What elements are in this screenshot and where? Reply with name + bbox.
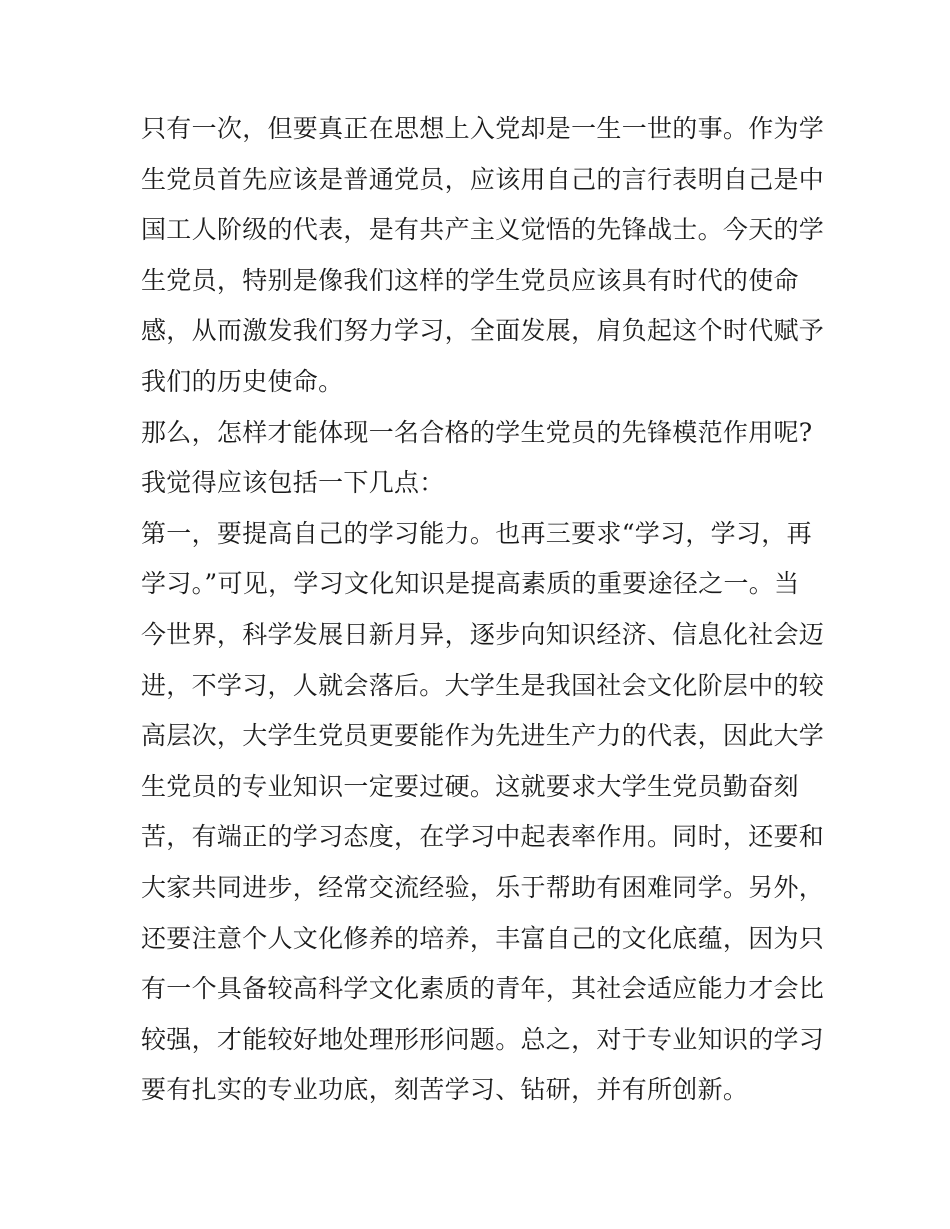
text-line-15: 苦，有端正的学习态度，在学习中起表率作用。同时，还要和 xyxy=(141,822,825,852)
text-line-1: 只有一次，但要真正在思想上入党却是一生一世的事。作为学 xyxy=(141,114,825,143)
text-line-4: 生党员，特别是像我们这样的学生党员应该具有时代的使命 xyxy=(141,265,799,295)
text-line-3: 国工人阶级的代表，是有共产主义觉悟的先锋战士。今天的学 xyxy=(141,215,825,245)
body-text xyxy=(141,104,825,1116)
text-line-7: 那么，怎样才能体现一名合格的学生党员的先锋模范作用呢? xyxy=(141,417,813,447)
text-line-19: 较强，才能较好地处理形形问题。总之，对于专业知识的学习 xyxy=(141,1024,825,1054)
text-line-20: 要有扎实的专业功底，刻苦学习、钻研，并有所创新。 xyxy=(141,1075,749,1105)
text-line-18: 有一个具备较高科学文化素质的青年，其社会适应能力才会比 xyxy=(141,974,825,1004)
text-line-10: 学习。”可见，学习文化知识是提高素质的重要途径之一。当 xyxy=(141,569,800,599)
text-line-11: 今世界，科学发展日新月异，逐步向知识经济、信息化社会迈 xyxy=(141,619,825,649)
text-line-2: 生党员首先应该是普通党员，应该用自己的言行表明自己是中 xyxy=(141,164,825,194)
text-line-16: 大家共同进步，经常交流经验，乐于帮助有困难同学。另外， xyxy=(141,872,825,902)
text-line-9: 第一，要提高自己的学习能力。也再三要求“学习，学习，再 xyxy=(141,518,812,548)
text-line-13: 高层次，大学生党员更要能作为先进生产力的代表，因此大学 xyxy=(141,721,825,751)
text-line-5: 感，从而激发我们努力学习，全面发展，肩负起这个时代赋予 xyxy=(141,316,825,346)
text-line-6: 我们的历史使命。 xyxy=(141,366,344,396)
text-line-17: 还要注意个人文化修养的培养，丰富自己的文化底蕴，因为只 xyxy=(141,923,825,953)
text-line-12: 进，不学习，人就会落后。大学生是我国社会文化阶层中的较 xyxy=(141,670,825,700)
text-line-8: 我觉得应该包括一下几点： xyxy=(141,468,445,498)
text-line-14: 生党员的专业知识一定要过硬。这就要求大学生党员勤奋刻 xyxy=(141,771,799,801)
